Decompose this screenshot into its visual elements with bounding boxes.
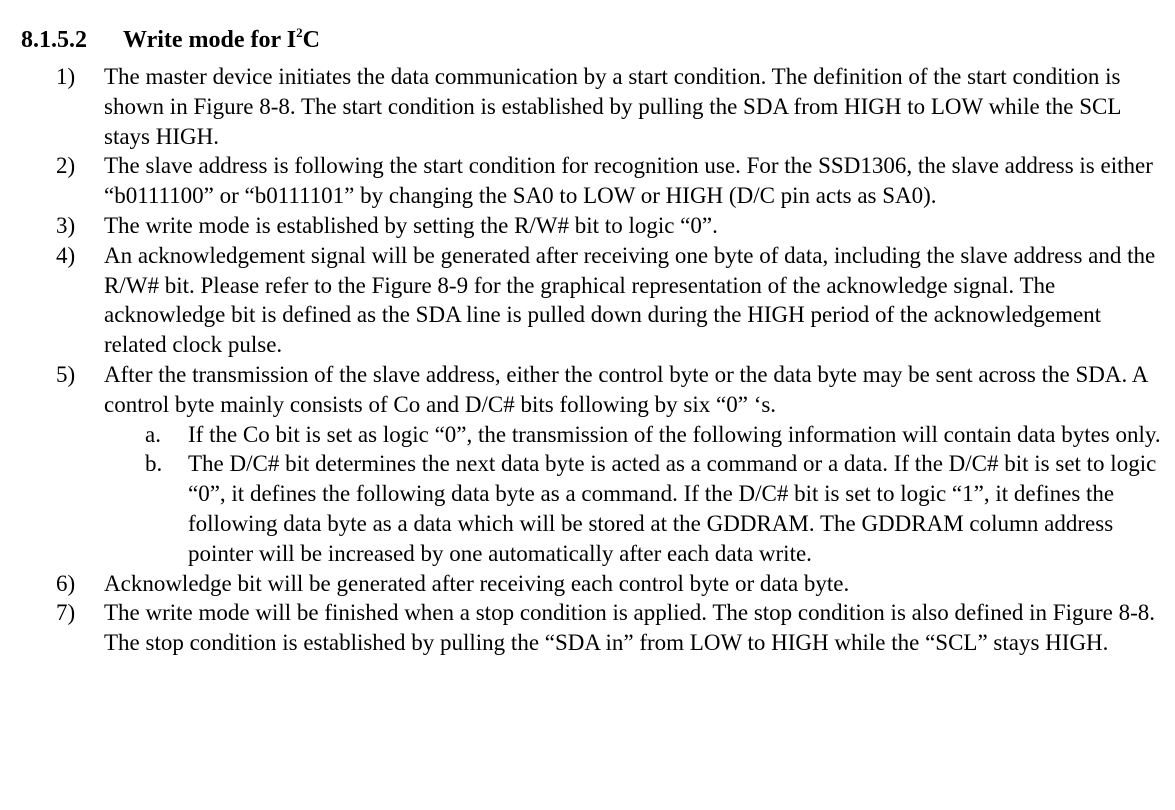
- sub-list-marker: a.: [145, 421, 161, 447]
- list-item-1: [0, 62, 1175, 151]
- numbered-list: [0, 62, 1175, 658]
- section-title-prefix: Write mode for I: [123, 27, 297, 53]
- sub-list-item-text: The D/C# bit determines the next data byte is acted as a command or a data. If the D/C# bit is set to logic “0”, it defines the following data byte as a command. If the D/C# bit is set to logic “1”, it defines the following data byte as a data which will be stored at the GDDRAM. The GDDRAM column address pointer will be increased by one automatically after each data write.: [188, 451, 1157, 566]
- list-marker: 2): [56, 153, 76, 179]
- list-item-4: [0, 241, 1175, 360]
- sub-list-item-text: If the Co bit is set as logic “0”, the transmission of the following information will contain data bytes only.: [188, 421, 1161, 447]
- list-item-text: Acknowledge bit will be generated after receiving each control byte or data byte.: [104, 570, 850, 596]
- list-item-7: [0, 598, 1175, 658]
- list-item-text: After the transmission of the slave address, either the control byte or the data byte may be sent across the SDA. A control byte mainly consists of Co and D/C# bits following by six “0” ‘s.: [104, 361, 1148, 417]
- list-item-text: The write mode will be finished when a stop condition is applied. The stop condition is also defined in Figure 8-8. The stop condition is established by pulling the “SDA in” from LOW to HIGH while the “SCL” stays HIGH.: [104, 600, 1156, 656]
- list-marker: 3): [56, 212, 76, 238]
- list-marker: 5): [56, 361, 76, 387]
- list-item-text: The master device initiates the data communication by a start condition. The definition of the start condition is shown in Figure 8-8. The start condition is established by pulling the SDA from HIGH to LOW while the SCL stays HIGH.: [104, 64, 1121, 149]
- list-marker: 6): [56, 570, 76, 596]
- sub-list-marker: b.: [145, 451, 163, 477]
- list-item-text: The write mode is established by setting the R/W# bit to logic “0”.: [104, 212, 718, 238]
- section-title-superscript: 2: [296, 25, 303, 40]
- list-marker: 1): [56, 64, 76, 89]
- section-number: 8.1.5.2: [21, 27, 87, 53]
- list-item-text: The slave address is following the start condition for recognition use. For the SSD1306, the slave address is either “b0111100” or “b0111101” by changing the SA0 to LOW or HIGH (D/C pin acts as SA0).: [104, 153, 1153, 209]
- section-heading: [21, 22, 320, 61]
- section-title-suffix: C: [302, 27, 320, 53]
- list-item-6: [0, 569, 1175, 599]
- list-item-3: [0, 211, 1175, 241]
- list-item-2: [0, 151, 1175, 211]
- sub-list-item-b: [0, 449, 1175, 568]
- list-marker: 4): [56, 242, 76, 268]
- list-item-5: [0, 360, 1175, 420]
- list-marker: 7): [56, 600, 76, 626]
- list-item-text: An acknowledgement signal will be generated after receiving one byte of data, including the slave address and the R/W# bit. Please refer to the Figure 8-9 for the graphical representation of the acknowledge signal. The acknowledge bit is defined as the SDA line is pulled down during the HIGH period of the acknowledgement related clock pulse.: [104, 242, 1156, 358]
- sub-list-item-a: [0, 420, 1175, 450]
